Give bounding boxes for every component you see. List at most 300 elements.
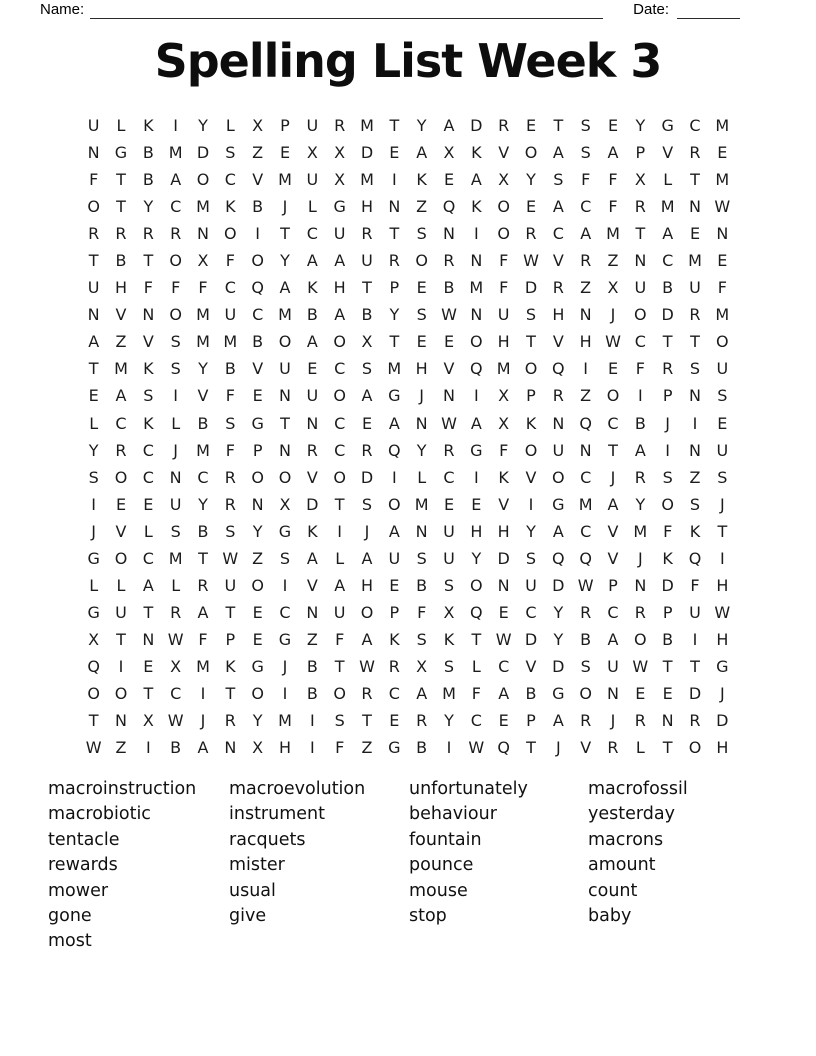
grid-letter: C: [607, 602, 619, 622]
grid-letter: H: [497, 521, 510, 541]
grid-letter: A: [416, 143, 428, 163]
grid-letter: L: [307, 197, 317, 217]
grid-letter: S: [143, 386, 154, 406]
grid-letter: X: [498, 413, 510, 433]
grid-letter: S: [662, 467, 673, 487]
grid-letter: D: [360, 467, 374, 487]
grid-letter: P: [635, 143, 646, 163]
grid-letter: P: [225, 629, 236, 649]
grid-letter: R: [634, 197, 646, 217]
grid-letter: J: [610, 467, 616, 487]
grid-letter: A: [552, 711, 564, 731]
grid-letter: O: [278, 332, 292, 352]
grid-letter: V: [607, 548, 619, 568]
grid-letter: M: [278, 711, 292, 731]
grid-letter: B: [580, 629, 592, 649]
grid-letter: H: [333, 278, 346, 298]
word-item: tentacle: [48, 829, 120, 850]
grid-letter: R: [115, 224, 127, 244]
name-label: Name:: [40, 1, 85, 18]
grid-letter: E: [416, 278, 427, 298]
grid-letter: J: [419, 386, 425, 406]
grid-letter: M: [414, 494, 429, 514]
grid-letter: Z: [115, 738, 127, 758]
grid-letter: R: [580, 251, 592, 271]
grid-letter: O: [470, 575, 483, 595]
grid-letter: C: [115, 413, 127, 433]
grid-letter: G: [278, 629, 292, 649]
grid-letter: Y: [635, 116, 646, 136]
grid-letter: O: [552, 467, 565, 487]
grid-letter: E: [252, 602, 263, 622]
grid-letter: I: [309, 711, 315, 731]
grid-letter: I: [337, 521, 343, 541]
date-label: Date:: [633, 1, 669, 18]
word-list-column: [48, 777, 196, 955]
grid-letter: U: [87, 278, 100, 298]
grid-letter: N: [279, 440, 291, 460]
grid-letter: E: [471, 494, 482, 514]
grid-letter: O: [87, 684, 100, 703]
grid-letter: D: [470, 116, 483, 136]
grid-letter: I: [473, 386, 479, 406]
grid-letter: W: [222, 548, 239, 568]
grid-letter: J: [282, 656, 288, 676]
grid-letter: A: [334, 251, 346, 271]
grid-letter: E: [635, 684, 646, 703]
grid-letter: N: [552, 413, 565, 433]
grid-letter: F: [581, 170, 591, 190]
grid-letter: Q: [388, 440, 401, 460]
grid-letter: J: [364, 521, 370, 541]
grid-letter: E: [143, 494, 154, 514]
grid-letter: W: [714, 602, 731, 622]
grid-letter: L: [471, 656, 481, 676]
grid-letter: C: [224, 170, 236, 190]
grid-letter: A: [142, 575, 154, 595]
grid-letter: I: [309, 738, 315, 758]
grid-letter: H: [716, 738, 729, 758]
grid-letter: T: [526, 332, 536, 352]
grid-letter: R: [580, 711, 592, 731]
grid-letter: P: [280, 116, 290, 136]
grid-letter: I: [200, 684, 206, 703]
grid-letter: I: [665, 440, 671, 460]
grid-letter: A: [607, 629, 619, 649]
grid-letter: A: [662, 224, 674, 244]
grid-letter: F: [608, 170, 618, 190]
grid-letter: O: [606, 386, 620, 406]
grid-letter: C: [142, 548, 154, 568]
grid-letter: G: [661, 116, 674, 136]
grid-letter: B: [525, 684, 537, 703]
word-item: pounce: [409, 855, 474, 876]
word-item: mouse: [409, 880, 468, 901]
grid-letter: R: [224, 494, 236, 514]
grid-letter: O: [251, 467, 264, 487]
grid-letter: M: [278, 305, 292, 325]
grid-letter: R: [580, 602, 592, 622]
grid-letter: E: [607, 359, 619, 379]
word-item: macroevolution: [229, 779, 366, 799]
grid-letter: B: [115, 251, 127, 271]
grid-letter: K: [389, 629, 400, 649]
grid-letter: T: [116, 629, 126, 649]
grid-letter: S: [225, 143, 236, 163]
grid-letter: E: [389, 711, 400, 731]
grid-letter: E: [252, 629, 263, 649]
grid-letter: G: [388, 738, 401, 758]
grid-letter: C: [607, 413, 619, 433]
grid-letter: S: [361, 359, 373, 379]
grid-letter: U: [306, 386, 319, 406]
grid-letter: T: [471, 629, 482, 649]
grid-letter: T: [389, 332, 400, 352]
grid-letter: K: [307, 521, 318, 541]
grid-letter: W: [167, 629, 184, 649]
grid-letter: O: [415, 251, 428, 271]
grid-letter: G: [388, 386, 401, 406]
grid-letter: O: [634, 629, 647, 649]
grid-letter: F: [499, 251, 509, 271]
grid-letter: I: [473, 224, 479, 244]
grid-letter: F: [471, 684, 481, 703]
grid-letter: G: [716, 656, 729, 676]
grid-letter: C: [142, 440, 154, 460]
grid-letter: C: [443, 467, 455, 487]
grid-letter: N: [661, 711, 674, 731]
grid-letter: B: [306, 656, 318, 676]
grid-letter: T: [116, 170, 126, 190]
grid-letter: V: [552, 251, 564, 271]
grid-letter: J: [719, 684, 725, 703]
grid-letter: X: [252, 738, 264, 758]
grid-letter: O: [716, 332, 729, 352]
grid-letter: B: [142, 143, 154, 163]
grid-letter: I: [391, 170, 397, 190]
word-list-column: [229, 777, 365, 929]
grid-letter: R: [224, 467, 236, 487]
grid-letter: E: [717, 251, 728, 271]
grid-letter: U: [224, 575, 237, 595]
grid-letter: U: [634, 278, 647, 298]
grid-letter: B: [634, 413, 646, 433]
grid-letter: X: [142, 711, 154, 731]
word-item: macrobiotic: [48, 804, 151, 825]
grid-letter: R: [361, 684, 373, 703]
grid-letter: V: [525, 467, 537, 487]
word-item: amount: [588, 855, 656, 876]
grid-letter: V: [142, 332, 154, 352]
grid-letter: O: [388, 494, 401, 514]
grid-letter: E: [607, 116, 619, 136]
grid-letter: L: [225, 116, 235, 136]
grid-letter: C: [142, 467, 154, 487]
grid-letter: O: [333, 332, 346, 352]
grid-letter: A: [552, 143, 564, 163]
grid-letter: B: [224, 359, 236, 379]
grid-letter: N: [470, 305, 483, 325]
grid-letter: U: [607, 656, 619, 676]
grid-letter: F: [663, 521, 673, 541]
grid-letter: R: [361, 440, 373, 460]
grid-letter: E: [525, 197, 537, 217]
grid-letter: T: [116, 197, 126, 217]
grid-letter: Y: [280, 251, 290, 271]
grid-letter: M: [606, 224, 620, 244]
grid-letter: E: [361, 413, 373, 433]
grid-letter: F: [417, 602, 427, 622]
grid-letter: U: [333, 224, 346, 244]
grid-letter: C: [306, 224, 318, 244]
grid-letter: I: [118, 656, 124, 676]
grid-letter: R: [689, 305, 701, 325]
grid-letter: T: [334, 656, 345, 676]
grid-letter: V: [498, 143, 510, 163]
grid-letter: U: [115, 602, 127, 622]
grid-letter: X: [416, 656, 428, 676]
grid-letter: I: [91, 494, 97, 514]
grid-letter: G: [333, 197, 346, 217]
grid-letter: K: [662, 548, 673, 568]
grid-letter: R: [634, 711, 646, 731]
grid-letter: E: [279, 143, 291, 163]
grid-letter: Y: [88, 440, 99, 460]
grid-letter: D: [716, 711, 729, 731]
grid-letter: Y: [553, 602, 564, 622]
grid-letter: Y: [471, 548, 482, 568]
grid-letter: V: [197, 386, 209, 406]
grid-letter: M: [168, 143, 183, 163]
grid-letter: M: [360, 116, 374, 136]
word-item: macrofossil: [588, 779, 688, 799]
grid-letter: F: [225, 440, 235, 460]
grid-letter: B: [361, 305, 373, 325]
grid-letter: A: [498, 684, 510, 703]
grid-letter: F: [89, 170, 99, 190]
grid-letter: R: [334, 116, 346, 136]
word-item: unfortunately: [409, 779, 528, 799]
grid-letter: D: [524, 278, 538, 298]
grid-letter: V: [306, 467, 318, 487]
grid-letter: X: [306, 143, 318, 163]
grid-letter: X: [334, 143, 346, 163]
grid-letter: W: [441, 305, 457, 325]
grid-letter: A: [634, 440, 646, 460]
word-item: stop: [409, 906, 447, 927]
grid-letter: S: [88, 467, 99, 487]
grid-letter: Y: [526, 170, 536, 190]
grid-letter: U: [716, 440, 729, 460]
grid-letter: U: [443, 548, 455, 568]
grid-letter: B: [142, 170, 154, 190]
grid-letter: U: [279, 359, 291, 379]
grid-letter: V: [662, 143, 674, 163]
grid-letter: X: [498, 386, 510, 406]
grid-letter: M: [278, 170, 292, 190]
grid-letter: M: [114, 359, 128, 379]
grid-letter: S: [279, 548, 291, 568]
grid-letter: Q: [552, 548, 565, 568]
grid-letter: X: [498, 170, 510, 190]
grid-letter: M: [660, 197, 675, 217]
grid-letter: R: [170, 224, 182, 244]
grid-letter: N: [115, 711, 127, 731]
grid-letter: O: [579, 684, 592, 703]
grid-letter: S: [689, 359, 701, 379]
grid-letter: X: [634, 170, 646, 190]
grid-letter: U: [333, 602, 346, 622]
grid-letter: S: [225, 413, 236, 433]
grid-letter: Z: [580, 386, 592, 406]
grid-letter: D: [497, 548, 510, 568]
grid-letter: E: [389, 143, 400, 163]
grid-letter: T: [553, 116, 564, 136]
grid-letter: C: [170, 684, 182, 703]
grid-letter: C: [170, 197, 182, 217]
word-list: [0, 777, 816, 977]
grid-letter: F: [608, 197, 618, 217]
grid-letter: C: [580, 521, 592, 541]
grid-letter: O: [114, 467, 128, 487]
grid-letter: R: [634, 602, 646, 622]
grid-letter: Y: [252, 521, 263, 541]
grid-letter: G: [552, 494, 565, 514]
grid-letter: Q: [251, 278, 264, 298]
grid-letter: N: [279, 386, 291, 406]
grid-letter: K: [498, 467, 509, 487]
grid-letter: B: [252, 197, 264, 217]
grid-letter: C: [334, 440, 346, 460]
name-blank-line: [90, 4, 603, 19]
grid-letter: O: [196, 170, 210, 190]
grid-letter: G: [87, 548, 100, 568]
grid-letter: K: [689, 521, 701, 541]
word-item: mister: [229, 855, 285, 876]
grid-letter: N: [634, 251, 647, 271]
grid-letter: S: [525, 548, 537, 568]
grid-letter: R: [388, 251, 400, 271]
grid-letter: Z: [580, 278, 592, 298]
grid-letter: V: [498, 494, 510, 514]
grid-letter: N: [87, 143, 100, 163]
grid-letter: L: [116, 116, 126, 136]
grid-letter: G: [552, 684, 565, 703]
grid-letter: O: [333, 467, 346, 487]
grid-letter: C: [470, 711, 482, 731]
word-item: racquets: [229, 829, 306, 850]
grid-letter: X: [197, 251, 209, 271]
grid-letter: N: [169, 467, 182, 487]
grid-letter: C: [334, 359, 346, 379]
word-item: macrons: [588, 829, 664, 850]
grid-letter: F: [198, 278, 208, 298]
grid-letter: I: [692, 413, 698, 433]
grid-letter: W: [523, 251, 539, 271]
grid-letter: I: [583, 359, 589, 379]
grid-letter: A: [607, 494, 619, 514]
grid-letter: V: [252, 359, 264, 379]
grid-letter: A: [552, 197, 564, 217]
grid-letter: W: [468, 738, 485, 758]
grid-letter: T: [225, 684, 236, 703]
grid-letter: H: [114, 278, 127, 298]
grid-letter: R: [443, 251, 455, 271]
grid-letter: P: [608, 575, 618, 595]
grid-letter: M: [360, 170, 374, 190]
grid-letter: A: [607, 143, 619, 163]
grid-letter: J: [610, 711, 616, 731]
grid-letter: C: [197, 467, 209, 487]
grid-letter: X: [443, 143, 455, 163]
grid-letter: S: [361, 494, 373, 514]
grid-letter: R: [662, 359, 674, 379]
grid-letter: O: [169, 251, 182, 271]
grid-letter: R: [689, 143, 701, 163]
grid-letter: V: [580, 738, 592, 758]
word-list-column: [588, 777, 688, 929]
grid-letter: U: [689, 278, 701, 298]
grid-letter: D: [688, 684, 702, 703]
grid-letter: R: [607, 738, 619, 758]
grid-letter: V: [552, 332, 564, 352]
grid-letter: D: [306, 494, 319, 514]
grid-letter: M: [196, 440, 210, 460]
grid-letter: U: [361, 251, 373, 271]
grid-letter: H: [278, 738, 291, 758]
grid-letter: X: [170, 656, 182, 676]
grid-letter: V: [443, 359, 455, 379]
grid-letter: M: [496, 359, 511, 379]
grid-letter: N: [197, 224, 209, 244]
grid-letter: L: [171, 575, 181, 595]
grid-letter: E: [143, 656, 154, 676]
grid-letter: F: [717, 278, 727, 298]
grid-letter: L: [171, 413, 181, 433]
grid-letter: W: [605, 332, 621, 352]
grid-letter: B: [170, 738, 182, 758]
grid-letter: U: [552, 440, 565, 460]
grid-letter: Q: [470, 359, 483, 379]
grid-letter: S: [580, 143, 591, 163]
grid-letter: T: [690, 170, 700, 190]
grid-letter: V: [607, 521, 619, 541]
grid-letter: H: [579, 332, 592, 352]
grid-letter: E: [307, 359, 318, 379]
grid-letter: N: [607, 684, 619, 703]
word-item: give: [229, 906, 267, 927]
grid-letter: O: [688, 738, 702, 758]
grid-letter: B: [306, 305, 318, 325]
grid-letter: T: [635, 224, 646, 244]
grid-letter: Q: [497, 738, 510, 758]
grid-letter: E: [88, 386, 99, 406]
grid-letter: N: [443, 224, 455, 244]
grid-letter: T: [88, 251, 99, 271]
grid-letter: B: [306, 684, 318, 703]
grid-letter: O: [87, 197, 100, 217]
grid-letter: C: [662, 251, 674, 271]
grid-letter: T: [143, 251, 154, 271]
grid-letter: A: [197, 602, 209, 622]
grid-letter: Q: [579, 413, 592, 433]
grid-letter: Q: [552, 359, 565, 379]
grid-letter: T: [662, 738, 673, 758]
word-item: count: [588, 880, 638, 901]
grid-letter: M: [715, 305, 730, 325]
grid-letter: O: [524, 143, 538, 163]
grid-letter: I: [719, 548, 725, 568]
